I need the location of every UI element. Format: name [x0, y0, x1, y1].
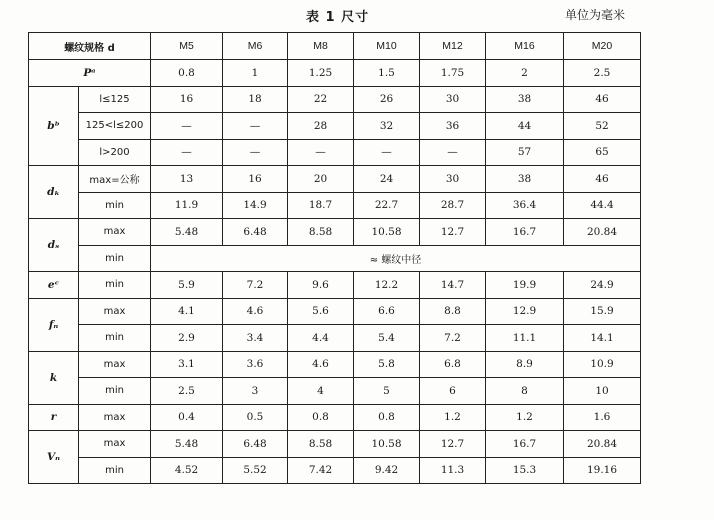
table-row	[29, 457, 641, 484]
cell-value: 13	[151, 166, 223, 193]
cell-value: 10.58	[354, 431, 420, 458]
table-row	[29, 378, 641, 405]
sub-label: 125<l≤200	[79, 113, 151, 140]
table-row	[29, 325, 641, 352]
cell-value: 7.42	[288, 457, 354, 484]
cell-value: 16	[151, 86, 223, 113]
cell-value: 24	[354, 166, 420, 193]
cell-value: 22	[288, 86, 354, 113]
cell-value: 32	[354, 113, 420, 140]
row-symbol: Vₙ	[29, 431, 79, 484]
size-header: M20	[564, 33, 641, 60]
table-row	[29, 166, 641, 193]
cell-value: 46	[564, 166, 641, 193]
cell-value: 12.7	[420, 431, 486, 458]
cell-value: 14.1	[564, 325, 641, 352]
row-symbol: dₖ	[29, 166, 79, 219]
cell-value: 65	[564, 139, 641, 166]
cell-value: 1.25	[288, 60, 354, 87]
cell-value: 20	[288, 166, 354, 193]
cell-value: 36	[420, 113, 486, 140]
cell-value: 2.5	[151, 378, 223, 405]
cell-value: 44	[486, 113, 564, 140]
cell-value: 4.52	[151, 457, 223, 484]
cell-value: 52	[564, 113, 641, 140]
sub-label: min	[79, 378, 151, 405]
sub-label: min	[79, 272, 151, 299]
cell-value: 4.4	[288, 325, 354, 352]
cell-value: 44.4	[564, 192, 641, 219]
cell-value: 24.9	[564, 272, 641, 299]
cell-value: 6.48	[223, 431, 288, 458]
cell-value: 30	[420, 166, 486, 193]
size-header: M5	[151, 33, 223, 60]
table-row	[29, 404, 641, 431]
cell-value: 38	[486, 86, 564, 113]
cell-value: 0.8	[151, 60, 223, 87]
cell-value: 8.58	[288, 219, 354, 246]
row-symbol: Pᵃ	[29, 60, 151, 87]
cell-value: 26	[354, 86, 420, 113]
cell-value: 5.48	[151, 431, 223, 458]
cell-value: 38	[486, 166, 564, 193]
table-row	[29, 60, 641, 87]
cell-value: 8.58	[288, 431, 354, 458]
cell-value: 2.9	[151, 325, 223, 352]
cell-value: 5.6	[288, 298, 354, 325]
sub-label: max	[79, 431, 151, 458]
sub-label: min	[79, 192, 151, 219]
cell-value: 5.9	[151, 272, 223, 299]
cell-value: 7.2	[223, 272, 288, 299]
cell-value: 6.48	[223, 219, 288, 246]
cell-value: —	[151, 139, 223, 166]
cell-value: —	[223, 139, 288, 166]
cell-value: 12.7	[420, 219, 486, 246]
cell-value: 6.6	[354, 298, 420, 325]
cell-value: 8	[486, 378, 564, 405]
cell-value: 57	[486, 139, 564, 166]
cell-value: 8.8	[420, 298, 486, 325]
cell-value: —	[288, 139, 354, 166]
cell-value: 15.9	[564, 298, 641, 325]
cell-value: 36.4	[486, 192, 564, 219]
cell-value: 2	[486, 60, 564, 87]
header-row	[29, 33, 641, 60]
cell-value: 4.1	[151, 298, 223, 325]
sub-label: l>200	[79, 139, 151, 166]
cell-value: 10	[564, 378, 641, 405]
size-header: M16	[486, 33, 564, 60]
row-symbol: bᵇ	[29, 86, 79, 166]
cell-value: 1.75	[420, 60, 486, 87]
cell-value: 5.52	[223, 457, 288, 484]
table-row	[29, 86, 641, 113]
cell-value: 10.9	[564, 351, 641, 378]
sub-label: min	[79, 457, 151, 484]
cell-value: 0.4	[151, 404, 223, 431]
cell-value: 46	[564, 86, 641, 113]
cell-value: 16.7	[486, 219, 564, 246]
cell-value: 5.8	[354, 351, 420, 378]
cell-value: 5	[354, 378, 420, 405]
cell-value: 6.8	[420, 351, 486, 378]
cell-value: 5.4	[354, 325, 420, 352]
cell-value: 7.2	[420, 325, 486, 352]
cell-value: 1.2	[420, 404, 486, 431]
cell-value: 15.3	[486, 457, 564, 484]
sub-label: l≤125	[79, 86, 151, 113]
cell-value: 9.42	[354, 457, 420, 484]
cell-value: 11.3	[420, 457, 486, 484]
cell-value: 4.6	[288, 351, 354, 378]
cell-value: —	[420, 139, 486, 166]
sub-label: max	[79, 298, 151, 325]
cell-value: 3.4	[223, 325, 288, 352]
cell-value: 14.7	[420, 272, 486, 299]
cell-value: 12.2	[354, 272, 420, 299]
unit-note: 单位为毫米	[565, 8, 626, 22]
cell-value: 10.58	[354, 219, 420, 246]
size-header: M8	[288, 33, 354, 60]
cell-value: —	[151, 113, 223, 140]
row-symbol: eᶜ	[29, 272, 79, 299]
row-symbol: r	[29, 404, 79, 431]
cell-value: 4	[288, 378, 354, 405]
cell-value: 9.6	[288, 272, 354, 299]
row-symbol: dₛ	[29, 219, 79, 272]
sub-label: max=公称	[79, 166, 151, 193]
cell-value: 1	[223, 60, 288, 87]
cell-value: 20.84	[564, 431, 641, 458]
cell-value: —	[354, 139, 420, 166]
cell-value: 28	[288, 113, 354, 140]
cell-value: 4.6	[223, 298, 288, 325]
cell-value: 2.5	[564, 60, 641, 87]
cell-value: 30	[420, 86, 486, 113]
cell-value: 3.6	[223, 351, 288, 378]
cell-value: 20.84	[564, 219, 641, 246]
cell-value: 28.7	[420, 192, 486, 219]
cell-value: 19.16	[564, 457, 641, 484]
row-symbol: fₙ	[29, 298, 79, 351]
cell-value: 3	[223, 378, 288, 405]
sub-label: max	[79, 404, 151, 431]
table-row	[29, 139, 641, 166]
table-row	[29, 298, 641, 325]
cell-value: 6	[420, 378, 486, 405]
cell-value: 8.9	[486, 351, 564, 378]
cell-value: 1.2	[486, 404, 564, 431]
cell-value: 22.7	[354, 192, 420, 219]
size-header: M12	[420, 33, 486, 60]
table-row	[29, 192, 641, 219]
table-row	[29, 219, 641, 246]
sub-label: min	[79, 245, 151, 272]
cell-value: —	[223, 113, 288, 140]
cell-value: 5.48	[151, 219, 223, 246]
row-symbol: k	[29, 351, 79, 404]
cell-value: 18.7	[288, 192, 354, 219]
cell-value: 11.1	[486, 325, 564, 352]
table-row	[29, 113, 641, 140]
cell-value: 3.1	[151, 351, 223, 378]
thread-spec-label: 螺纹规格 d	[29, 33, 151, 60]
size-header: M10	[354, 33, 420, 60]
table-row	[29, 245, 641, 272]
cell-value: 11.9	[151, 192, 223, 219]
cell-value: 14.9	[223, 192, 288, 219]
size-header: M6	[223, 33, 288, 60]
sub-label: min	[79, 325, 151, 352]
cell-value: 1.5	[354, 60, 420, 87]
cell-value: 0.5	[223, 404, 288, 431]
cell-value: 19.9	[486, 272, 564, 299]
table-row	[29, 431, 641, 458]
dimensions-table	[28, 32, 641, 484]
table-title: 表 1 尺寸	[306, 10, 370, 25]
cell-value: 1.6	[564, 404, 641, 431]
sub-label: max	[79, 351, 151, 378]
cell-value: 0.8	[288, 404, 354, 431]
table-caption	[0, 6, 714, 26]
cell-value: 16.7	[486, 431, 564, 458]
cell-value: 18	[223, 86, 288, 113]
pitch-diameter-note: ≈ 螺纹中径	[151, 245, 641, 272]
sub-label: max	[79, 219, 151, 246]
cell-value: 0.8	[354, 404, 420, 431]
table-row	[29, 351, 641, 378]
cell-value: 12.9	[486, 298, 564, 325]
cell-value: 16	[223, 166, 288, 193]
table-row	[29, 272, 641, 299]
